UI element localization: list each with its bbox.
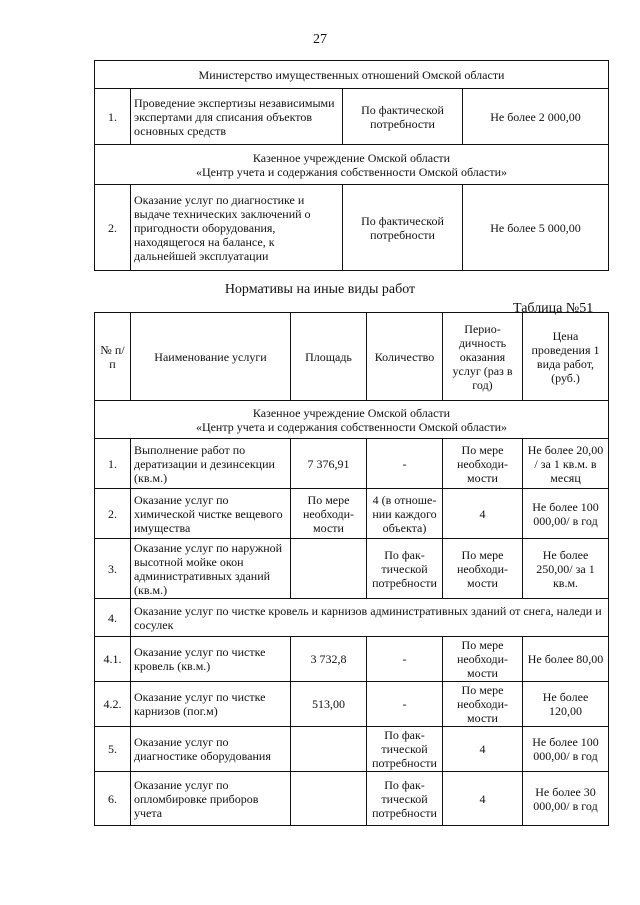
cell-name: Оказание услуг по наружной высотной мойке окон административных зданий (кв.м.) [131, 539, 291, 599]
cell-price: Не более 120,00 [523, 682, 609, 727]
cell-num: 1. [95, 439, 131, 489]
table-row [95, 539, 609, 599]
other-works-table [94, 312, 609, 826]
cell-num: 5. [95, 727, 131, 772]
cell-name: Оказание услуг по химической чистке вещевого имущества [131, 489, 291, 539]
org-header-institution [95, 401, 609, 439]
cell-num: 4. [95, 599, 131, 637]
price: Не более 2 000,00 [463, 89, 609, 145]
cell-period: 4 [443, 489, 523, 539]
cell-area: По мере необходи- мости [291, 489, 367, 539]
cell-name: Оказание услуг по чистке карнизов (пог.м) [131, 682, 291, 727]
cell-qty: По фак- тической потребности [367, 727, 443, 772]
frequency: По фактической потребности [343, 185, 463, 271]
cell-num: 4.2. [95, 682, 131, 727]
cell-area [291, 727, 367, 772]
org-line-2: «Центр учета и содержания собственности Омской области» [195, 419, 508, 434]
cell-period: По мере необходи- мости [443, 439, 523, 489]
cell-area: 3 732,8 [291, 637, 367, 682]
header-qty: Количество [367, 313, 443, 401]
table-row [95, 682, 609, 727]
org-line-1: Казенное учреждение Омской области [252, 405, 451, 420]
cell-qty: - [367, 439, 443, 489]
table-row [95, 489, 609, 539]
cell-qty: По фак- тической потребности [367, 772, 443, 826]
org-header-institution [95, 145, 609, 185]
cell-qty: - [367, 637, 443, 682]
cell-price: Не более 250,00/ за 1 кв.м. [523, 539, 609, 599]
header-period: Перио- дичность оказания услуг (раз в год) [443, 313, 523, 401]
cell-num: 4.1. [95, 637, 131, 682]
cell-price: Не более 100 000,00/ в год [523, 727, 609, 772]
row-number: 1. [95, 89, 131, 145]
ministry-table [94, 60, 609, 271]
cell-num: 3. [95, 539, 131, 599]
cell-name: Выполнение работ по дератизации и дезинсекции (кв.м.) [131, 439, 291, 489]
cell-price: Не более 100 000,00/ в год [523, 489, 609, 539]
cell-period: 4 [443, 727, 523, 772]
cell-area: 7 376,91 [291, 439, 367, 489]
header-price: Цена проведения 1 вида работ, (руб.) [523, 313, 609, 401]
table-row [95, 727, 609, 772]
cell-qty: - [367, 682, 443, 727]
cell-name: Оказание услуг по опломбировке приборов учета [131, 772, 291, 826]
org-header-ministry: Министерство имущественных отношений Омской области [95, 61, 609, 89]
cell-period: По мере необходи- мости [443, 539, 523, 599]
org-line-2: «Центр учета и содержания собственности Омской области» [195, 164, 508, 179]
cell-area [291, 772, 367, 826]
cell-name: Оказание услуг по чистке кровель (кв.м.) [131, 637, 291, 682]
cell-period: По мере необходи- мости [443, 637, 523, 682]
cell-price: Не более 20,00 / за 1 кв.м. в месяц [523, 439, 609, 489]
table-body [95, 439, 609, 826]
cell-qty: 4 (в отноше- нии каждого объекта) [367, 489, 443, 539]
table-row [95, 772, 609, 826]
frequency: По фактической потребности [343, 89, 463, 145]
cell-name: Оказание услуг по диагностике оборудования [131, 727, 291, 772]
header-name: Наименование услуги [131, 313, 291, 401]
price: Не более 5 000,00 [463, 185, 609, 271]
org-line-1: Казенное учреждение Омской области [252, 150, 451, 165]
table-row [95, 439, 609, 489]
cell-period: По мере необходи- мости [443, 682, 523, 727]
section-title: Нормативы на иные виды работ [224, 282, 416, 297]
cell-area [291, 539, 367, 599]
cell-price: Не более 30 000,00/ в год [523, 772, 609, 826]
header-num: № п/п [95, 313, 131, 401]
cell-num: 6. [95, 772, 131, 826]
row-number: 2. [95, 185, 131, 271]
cell-qty: По фак- тической потребности [367, 539, 443, 599]
service-name: Проведение экспертизы независимыми экспертами для списания объектов основных средств [131, 89, 343, 145]
table-number: Таблица №51 [513, 301, 594, 316]
header-area: Площадь [291, 313, 367, 401]
page-number: 27 [313, 32, 327, 47]
service-name: Оказание услуг по диагностике и выдаче технических заключений о пригодности оборудования, находящегося на балансе, к дальнейшей эксплуатации [131, 185, 343, 271]
table-row [95, 637, 609, 682]
cell-num: 2. [95, 489, 131, 539]
cell-price: Не более 80,00 [523, 637, 609, 682]
table-row [95, 599, 609, 637]
cell-period: 4 [443, 772, 523, 826]
cell-area: 513,00 [291, 682, 367, 727]
cell-name: Оказание услуг по чистке кровель и карнизов административных зданий от снега, наледи и сосулек [131, 599, 609, 637]
